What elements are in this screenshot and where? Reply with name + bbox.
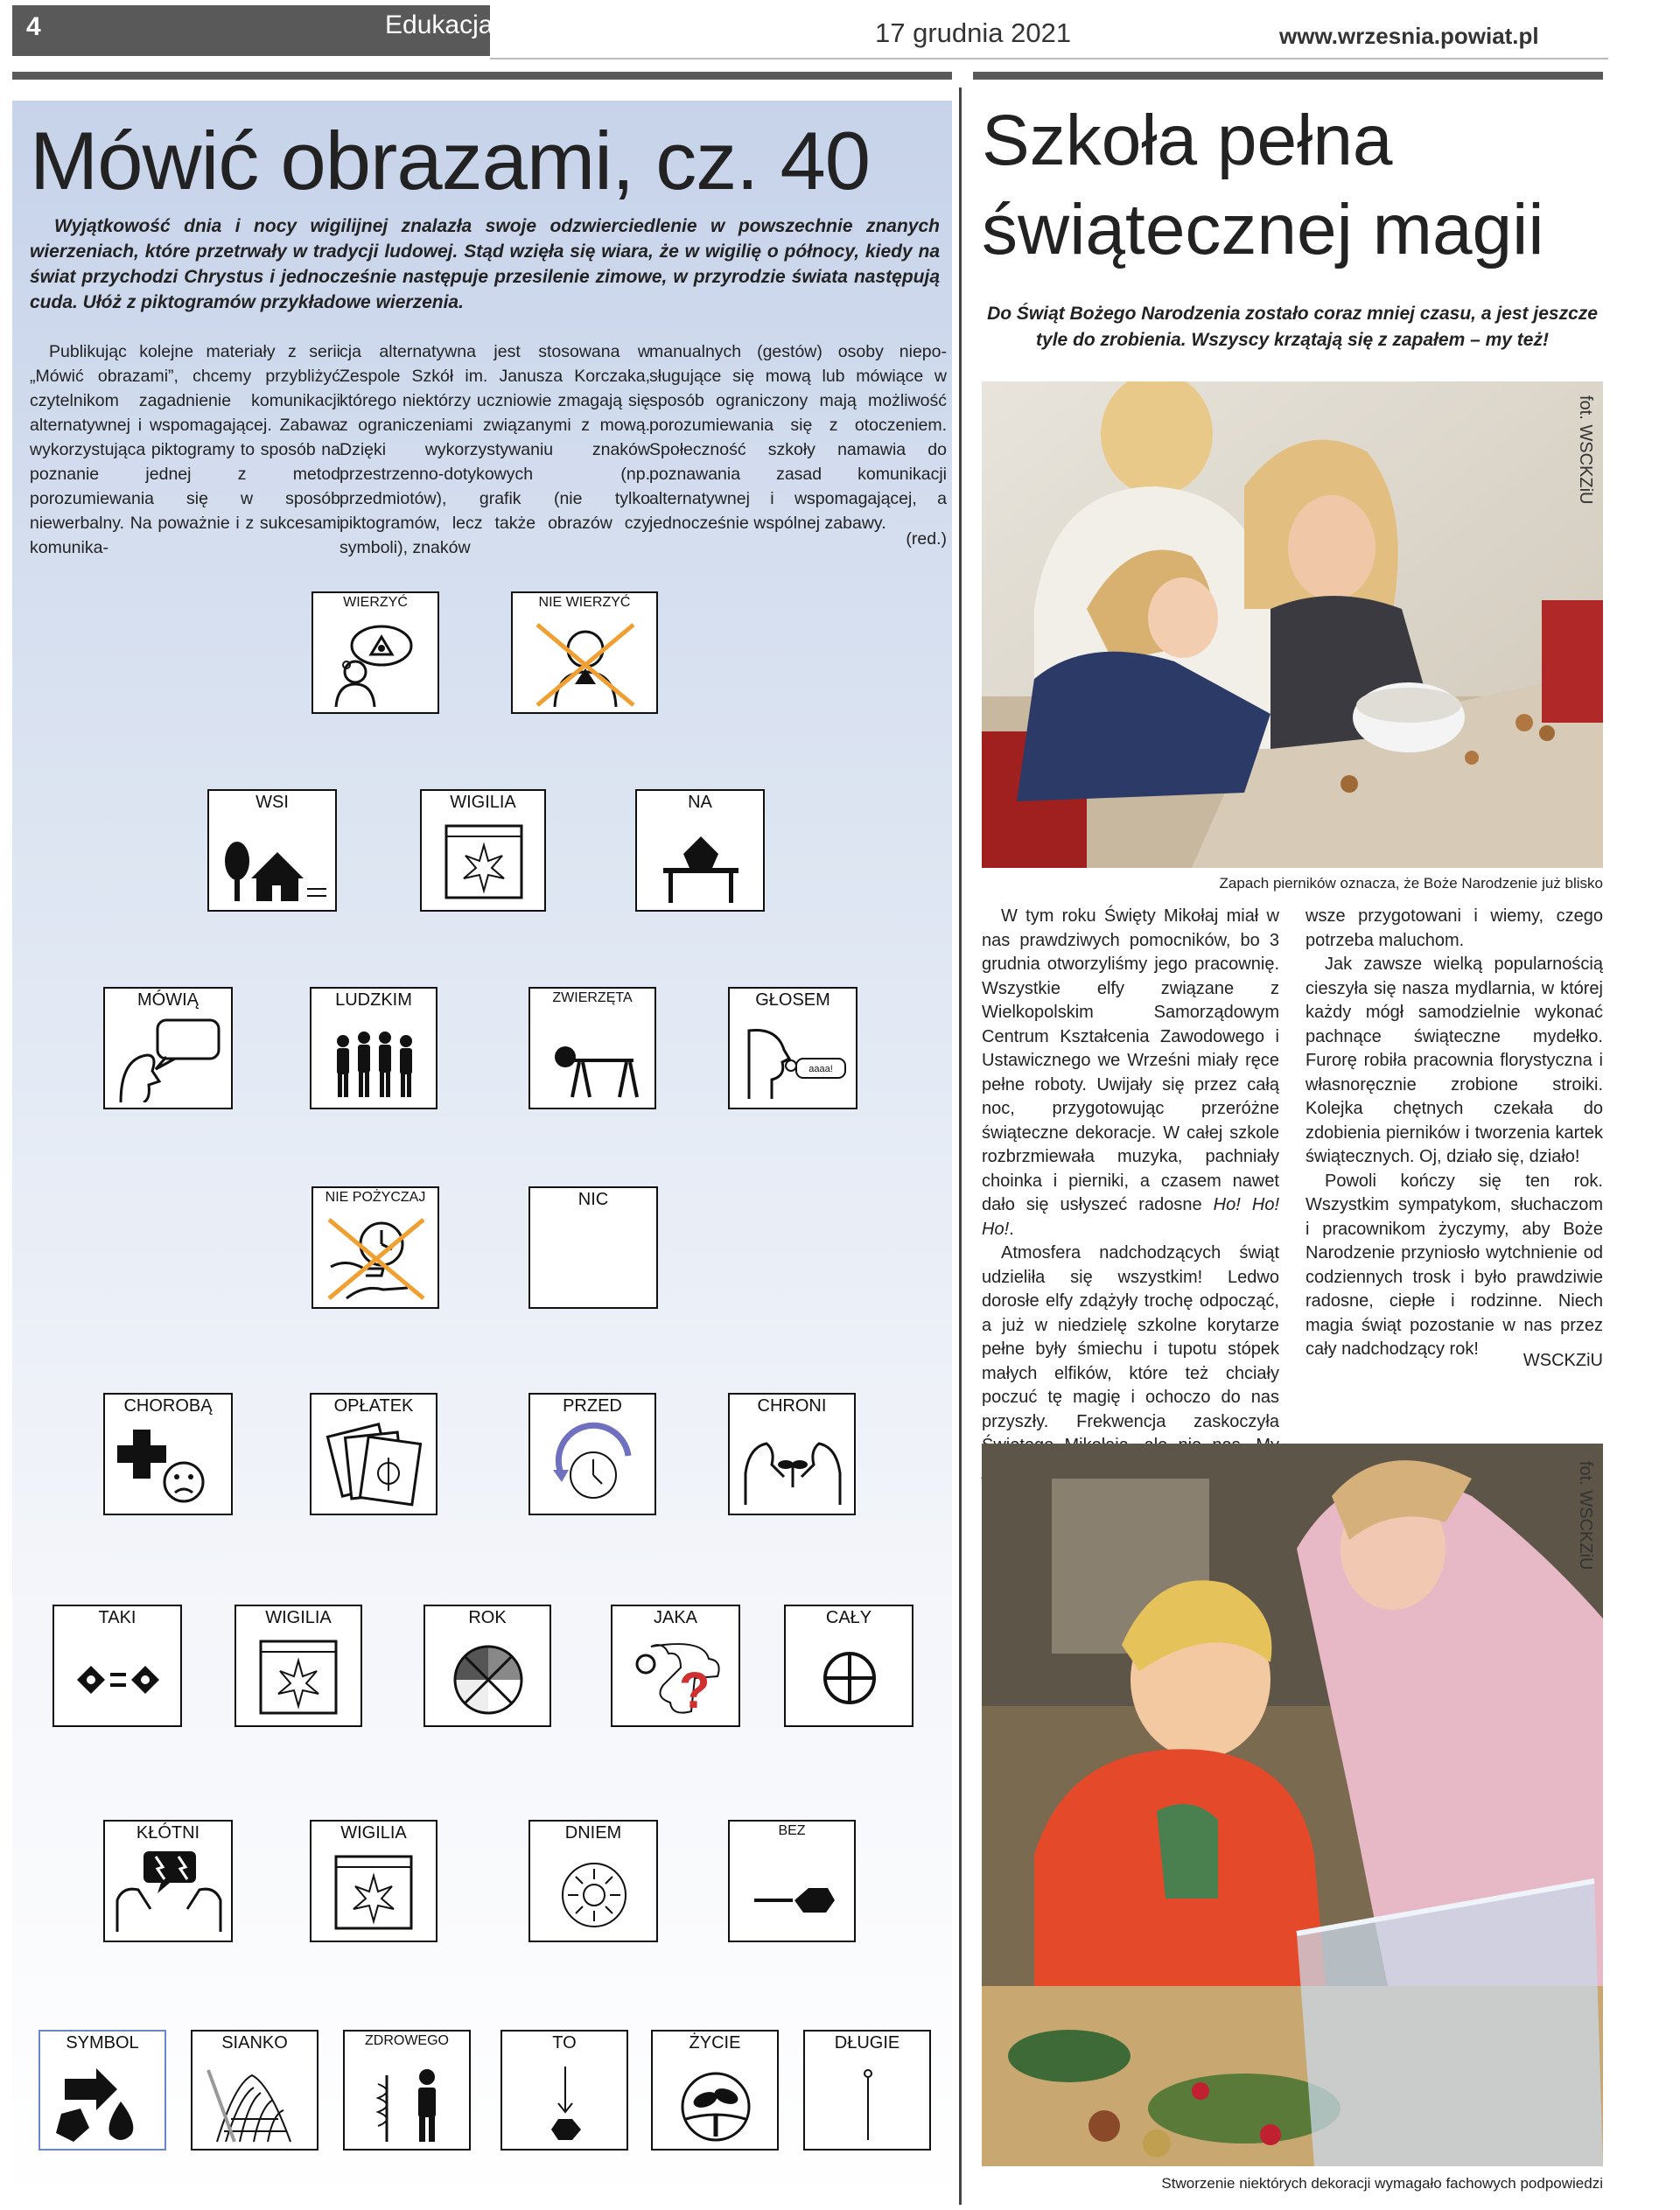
this-arrow-icon [509, 2058, 621, 2145]
healthy-person-icon [352, 2058, 464, 2145]
pictogram-choroba [103, 1393, 233, 1515]
pictogram-sianko [191, 2030, 318, 2151]
pictogram-label: CAŁY [825, 1608, 872, 1627]
website-url[interactable]: www.wrzesnia.powiat.pl [1279, 23, 1539, 49]
quarrel-icon [112, 1848, 226, 1935]
paragraph: cja alternatywna jest stosowana w Zespole Szkół im. Janusza Korczaka, którego niektórzy uczniowie zmagają się z ograniczeniami związanymi z mową. Dzięki wykorzystywaniu znaków przestrzenno-dotykowych (np. przedmiotów), grafik (nie tylko piktogramów, lecz także obrazów czy symboli), znaków [340, 342, 650, 557]
pictogram-wigilia [420, 789, 546, 912]
pictogram-chroni [728, 1393, 856, 1515]
left-article-lead: Wyjątkowość dnia i nocy wigilijnej znalazła swoje odzwierciedlenie w powszechnie znanych wierzeniach, które przetrwały w tradycji ludowej. Stąd wzięła się wiara, że w wigilię o północy, kiedy na świat przychodzi Chrystus i jednocześnie następuje przesilenie zimowe, w przyrodzie świata następują cuda. Ułóż z piktogramów przykładowe wierzenia. [30, 216, 940, 312]
christmas-eve-calendar-icon [318, 1848, 430, 1935]
people-icon [318, 1015, 430, 1102]
year-seasons-icon [432, 1633, 544, 1720]
pictogram-label: JAKA [653, 1608, 698, 1627]
pictogram-label: WSI [256, 793, 289, 812]
pictogram-label: ZDROWEGO [365, 2033, 449, 2048]
pictogram-mowia [103, 987, 233, 1109]
pictogram-zycie [651, 2030, 779, 2151]
paragraph [982, 905, 1279, 1241]
right-article-signature: WSCKZiU [1522, 1351, 1603, 1370]
left-article-column-3 [649, 339, 947, 535]
pictogram-oplatek [310, 1393, 438, 1515]
pictogram-label: PRZED [563, 1396, 622, 1416]
photo1-credit: fot. WSCKZiU [1576, 395, 1595, 505]
pictogram-wierzyc [312, 591, 439, 714]
pictogram-label: TO [552, 2033, 577, 2053]
pictogram-label: CHOROBĄ [123, 1396, 213, 1416]
voice-icon [737, 1015, 850, 1102]
paragraph-text-italic: Ho! Ho! Ho! [982, 1195, 1279, 1239]
paragraph: manualnych (gestów) osoby nieposługujące się mową lub mówiące w sposób ograniczony mają możliwość porozumiewania się z otoczeniem. Społeczność szkoły namawia do poznawania zasad komunikacji alternatywnej i wspomagającej, a jednocześnie wspólnej zabawy. [649, 342, 947, 533]
pictogram-label: WIGILIA [265, 1608, 332, 1627]
pictogram-klotni [103, 1820, 233, 1942]
pictogram-label: ZWIERZĘTA [552, 990, 633, 1005]
animals-icon [537, 1015, 649, 1102]
photo-decorations-image [982, 1444, 1603, 2166]
photo2-credit: fot. WSCKZiU [1576, 1461, 1595, 1570]
right-article-lead: Do Świąt Bożego Narodzenia zostało coraz mniej czasu, a jest jeszcze tyle do zrobienia. Wszyscy krzątają się z zapałem – my też! [987, 304, 1598, 350]
paragraph: Powoli kończy się ten rok. Wszystkim sympatykom, słuchaczom i pracownikom życzymy, aby Boże Narodzenie przyniosło wytchnienie od codziennych trosk i było prawdziwie radosne, ciepłe i rodzinne. Niech magia świąt pozostanie w nas przez cały nadchodzący rok! [1306, 1171, 1603, 1359]
pictogram-label: MÓWIĄ [137, 990, 199, 1010]
pictogram-na [635, 789, 765, 912]
svg-text:?: ? [679, 1662, 710, 1719]
pictogram-label: WIGILIA [340, 1823, 407, 1843]
paragraph-text: W tym roku Święty Mikołaj miał w nas prawdziwych pomocników, bo 3 grudnia otworzyliśmy jego pracownię. Wszystkie elfy związane z Wielkopolskim Samorządowym Centrum Kształcenia Zawodowego i Ustawicznego we Wrześni miały ręce pełne roboty. Uwijały się przez całą noc, przygotowując przeróżne świąteczne dekoracje. W całej szkole rozbrzmiewała muzyka, pachniały choinka i pierniki, a czasem nawet dało się usłyszeć radosne [982, 906, 1279, 1214]
section-name: Edukacja [385, 10, 494, 39]
pictogram-nie-pozyczaj [312, 1186, 439, 1309]
pictogram-label: NIE POŻYCZAJ [325, 1190, 426, 1205]
pictogram-label: GŁOSEM [755, 990, 830, 1010]
header-divider [490, 58, 1608, 59]
wafer-icon [318, 1421, 430, 1508]
right-article-title [982, 96, 1544, 275]
title-line: Szkoła pełna [982, 101, 1393, 180]
pictogram-label: DŁUGIE [834, 2033, 900, 2053]
pictogram-label: WIGILIA [450, 793, 516, 812]
paragraph-text: . [1009, 1219, 1014, 1239]
pictogram-label: DNIEM [564, 1823, 622, 1843]
paragraph: Atmosfera nadchodzących świąt udzieliła się wszystkim! Ledwo dorosłe elfy zdążyły trochę odpocząć, a już w niedzielę szkolne korytarze pełne były śmiechu i tupotu stópek małych elfików, które też chciały poczuć tę magię i ochoczo do nas przyszły. Frekwencja zaskoczyła [982, 1243, 1279, 1431]
pictogram-nic [528, 1186, 658, 1309]
christmas-eve-calendar-icon [243, 1633, 355, 1720]
right-top-rule [973, 72, 1603, 80]
whole-icon [793, 1633, 906, 1720]
on-table-icon [644, 817, 758, 905]
life-sprout-icon [660, 2058, 772, 2145]
left-article-title: Mówić obrazami, cz. 40 [30, 115, 871, 206]
pictogram-zwierzeta [528, 987, 656, 1109]
pictogram-label: SYMBOL [66, 2033, 139, 2053]
column-divider [959, 87, 962, 2205]
pictogram-label: LUDZKIM [335, 990, 412, 1010]
left-article-column-1 [30, 339, 340, 560]
pictogram-label: NA [688, 793, 712, 812]
speaking-icon [112, 1015, 226, 1102]
village-icon [216, 817, 330, 905]
left-article-column-2 [340, 339, 650, 560]
pictogram-label: TAKI [98, 1608, 136, 1627]
symbol-shapes-icon [47, 2058, 159, 2145]
hay-icon [200, 2058, 312, 2145]
pictogram-wsi [207, 789, 337, 912]
pictogram-label: CHRONI [757, 1396, 827, 1416]
before-clock-icon [537, 1421, 649, 1508]
photo-decorations [982, 1444, 1603, 2166]
daytime-sun-icon [537, 1848, 651, 1935]
pictogram-to [500, 2030, 628, 2151]
pictogram-rok [424, 1605, 551, 1727]
pictogram-jaka [611, 1605, 740, 1727]
long-icon [812, 2058, 924, 2145]
pictogram-label: BEZ [778, 1823, 806, 1838]
christmas-eve-calendar-icon [429, 817, 539, 905]
pictogram-przed [528, 1393, 656, 1515]
pictogram-label: NIE WIERZYĆ [538, 595, 631, 610]
without-icon [737, 1848, 849, 1935]
left-article-signature: (red.) [906, 529, 947, 549]
paragraph: Publikując kolejne materiały z serii „Mówić obrazami”, chcemy przybliżyć czytelnikom zagadnienie komunikacji alternatywnej i wspomagającej. Zabawa wykorzystująca piktogramy to sposób na poznanie jednej z metod porozumiewania się w sposób niewerbalny. Na poważnie i z sukcesami komunika- [30, 342, 340, 557]
pictogram-label: ŻYCIE [689, 2033, 741, 2053]
illness-icon [112, 1421, 226, 1508]
pictogram-dniem [528, 1820, 658, 1942]
pictogram-label: WIERZYĆ [343, 595, 408, 610]
pictogram-label: ROK [468, 1608, 507, 1627]
protect-hands-icon [737, 1421, 849, 1508]
photo1-caption: Zapach pierników oznacza, że Boże Narodzenie już blisko [1219, 875, 1603, 892]
such-icon [61, 1633, 175, 1720]
left-top-rule [12, 72, 952, 80]
page-number: 4 [26, 12, 41, 41]
issue-date: 17 grudnia 2021 [875, 17, 1072, 48]
pictogram-caly [784, 1605, 914, 1727]
do-not-lend-icon [320, 1214, 432, 1302]
speech-bubble-text: aaaa! [808, 1064, 833, 1074]
photo2-caption: Stworzenie niektórych dekoracji wymagało fachowych podpowiedzi [1161, 2175, 1603, 2192]
pictogram-wigilia-3 [310, 1820, 438, 1942]
pictogram-ludzkim [310, 987, 438, 1109]
right-article-column-1 [982, 905, 1279, 1482]
pictogram-nie-wierzyc [511, 591, 658, 714]
pictogram-zdrowego [343, 2030, 471, 2151]
believe-icon [320, 619, 430, 707]
pictogram-symbol [38, 2030, 166, 2151]
pictogram-label: KŁÓTNI [136, 1823, 200, 1843]
photo-gingerbread [982, 381, 1603, 868]
pictogram-label: SIANKO [221, 2033, 288, 2053]
photo-gingerbread-image [982, 381, 1603, 868]
title-line: świątecznej magii [982, 190, 1544, 269]
pictogram-wigilia-2 [234, 1605, 362, 1727]
disbelieve-icon [520, 619, 651, 707]
pictogram-taki [52, 1605, 182, 1727]
right-article-column-2 [1306, 905, 1603, 1362]
pictogram-glosem [728, 987, 858, 1109]
pictogram-bez [728, 1820, 856, 1942]
pictogram-label: NIC [578, 1190, 609, 1209]
paragraph: wsze przygotowani i wiemy, czego potrzeba maluchom. [1306, 906, 1603, 950]
paragraph: Jak zawsze wielką popularnością cieszyła się nasza mydlarnia, w której każdy mógł samodzielnie wykonać pachnące świąteczne mydełko. Furorę robiła pracownia florystyczna i własnoręcznie zrobione stroiki. Kolejka chętnych czekała do zdobienia pierników i tworzenia kartek świątecznych. Oj, działo się, działo! [1306, 955, 1603, 1166]
what-weather-icon [620, 1633, 733, 1720]
pictogram-label: OPŁATEK [333, 1396, 414, 1416]
pictogram-dlugie [803, 2030, 931, 2151]
